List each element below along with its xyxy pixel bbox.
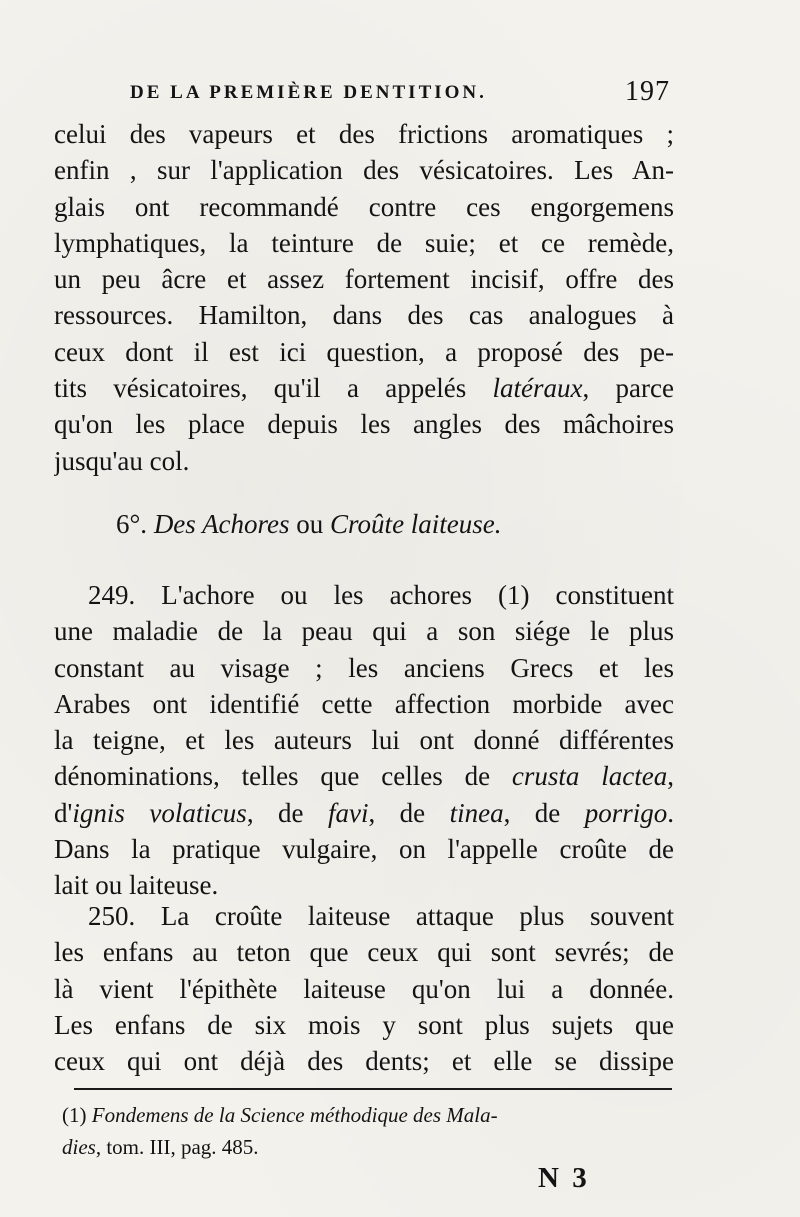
section-heading — [116, 509, 636, 540]
text-run: , de — [246, 797, 328, 828]
section-title-part: Croûte laiteuse. — [330, 509, 502, 539]
footnote-line — [62, 1099, 674, 1131]
text-line: ceux dont il est ici question, a proposé des pe- — [54, 336, 674, 367]
text-line: 249. L'achore ou les achores (1) constituent — [88, 580, 674, 610]
italic-term: tinea — [449, 797, 504, 828]
text-line: enfin , sur l'application des vésicatoires. Les An- — [54, 155, 674, 186]
text-line: jusqu'au col. — [54, 445, 190, 476]
footnote-citation: dies — [62, 1135, 96, 1159]
text-line: Arabes ont identifié cette affection morbide avec — [54, 688, 674, 719]
text-line: 250. La croûte laiteuse attaque plus souvent — [88, 901, 674, 931]
text-line: celui des vapeurs et des frictions aromatiques ; — [54, 119, 674, 149]
text-line: une maladie de la peau qui a son siége le plus — [54, 616, 674, 647]
text-run: tits vésicatoires, qu'il a appelés — [54, 373, 493, 404]
text-line: Dans la pratique vulgaire, on l'appelle croûte de — [54, 834, 674, 865]
text-line: lymphatiques, la teinture de suie; et ce remède, — [54, 227, 674, 258]
paragraph-250 — [54, 898, 674, 1079]
section-title-part: Des Achores — [153, 509, 290, 539]
text-line: Les enfans de six mois y sont plus sujets que — [54, 1009, 674, 1040]
italic-term: crusta lactea — [511, 761, 668, 792]
text-line: constant au visage ; les anciens Grecs et les — [54, 652, 674, 683]
footnote-line — [62, 1131, 674, 1163]
text-line: lait ou laiteuse. — [54, 870, 219, 901]
signature-mark: N 3 — [538, 1162, 590, 1194]
section-number: 6°. — [116, 509, 148, 539]
footnote — [62, 1099, 674, 1163]
text-run: , de — [503, 797, 585, 828]
italic-term: favi — [327, 797, 369, 828]
text-line: les enfans au teton que ceux qui sont sevrés; de — [54, 937, 674, 968]
running-head — [130, 76, 670, 110]
text-line — [54, 370, 674, 406]
footnote-reference: , tom. III, pag. 485. — [95, 1135, 259, 1159]
footnote-citation: Fondemens de la Science méthodique des Mala- — [91, 1103, 498, 1127]
footnote-rule — [74, 1088, 672, 1090]
text-line — [54, 795, 674, 831]
running-title: DE LA PREMIÈRE DENTITION. — [130, 82, 487, 103]
text-line: glais ont recommandé contre ces engorgemens — [54, 191, 674, 222]
page-number: 197 — [625, 76, 670, 107]
text-line: qu'on les place depuis les angles des mâchoires — [54, 409, 674, 440]
text-run: d' — [54, 797, 73, 828]
italic-term: porrigo — [584, 797, 668, 828]
text-line: ressources. Hamilton, dans des cas analogues à — [54, 300, 674, 331]
text-run: , parce — [582, 373, 674, 404]
text-line — [54, 758, 674, 794]
italic-term: ignis volaticus — [72, 797, 247, 828]
text-line: là vient l'épithète laiteuse qu'on lui a donnée. — [54, 973, 674, 1004]
italic-term: latéraux — [492, 373, 583, 404]
paragraph-1 — [54, 116, 674, 479]
text-line: un peu âcre et assez fortement incisif, offre des — [54, 264, 674, 295]
paragraph-249 — [54, 577, 674, 904]
section-connector: ou — [296, 509, 324, 539]
text-run: dénominations, telles que celles de — [54, 761, 512, 792]
footnote-marker: (1) — [62, 1103, 87, 1127]
text-run: . — [667, 797, 674, 828]
text-run: , — [667, 761, 674, 792]
text-line: la teigne, et les auteurs lui ont donné différentes — [54, 725, 674, 756]
text-line: ceux qui ont déjà des dents; et elle se dissipe — [54, 1046, 674, 1077]
text-run: , de — [368, 797, 450, 828]
